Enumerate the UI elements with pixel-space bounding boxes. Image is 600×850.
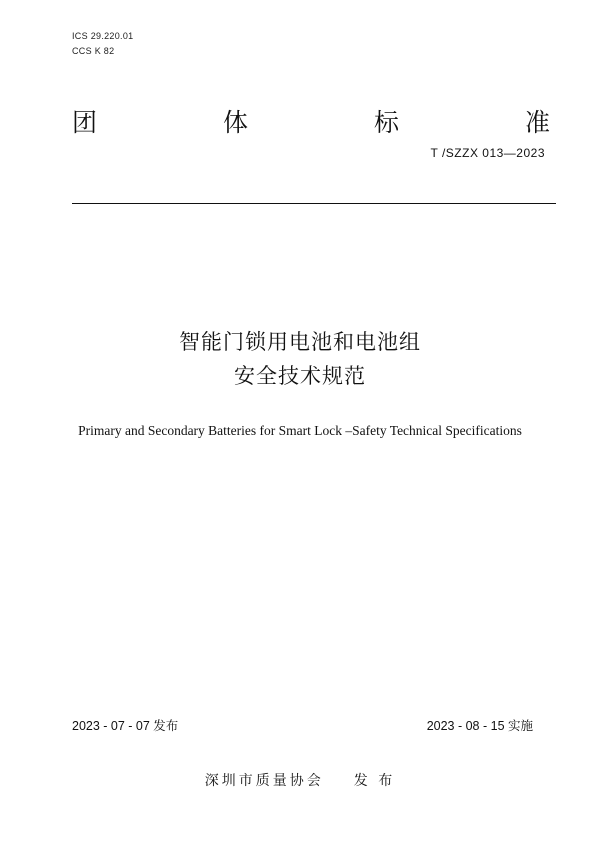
standard-type-char: 准: [524, 108, 550, 137]
implement-date: 2023 - 08 - 15 实施: [426, 719, 533, 733]
standard-type-heading: [72, 108, 550, 138]
standard-type-char: 团: [72, 108, 98, 137]
publisher-line: [0, 772, 600, 790]
title-cn-line1: 智能门锁用电池和电池组: [179, 330, 421, 354]
ics-code: ICS 29.220.01: [72, 31, 134, 41]
publisher-action: 发 布: [353, 773, 396, 789]
standard-type-char: 标: [373, 108, 399, 137]
title-en: Primary and Secondary Batteries for Smart Lock –Safety Technical Specifications: [78, 423, 522, 438]
publish-date: 2023 - 07 - 07 发布: [72, 719, 179, 733]
title-cn-line2: 安全技术规范: [234, 364, 366, 388]
publisher-org: 深圳市质量协会: [204, 773, 324, 789]
standard-number: T /SZZX 013—2023: [430, 146, 545, 160]
header-divider: [72, 203, 556, 204]
ccs-code: CCS K 82: [72, 46, 115, 56]
standard-type-char: 体: [222, 108, 248, 137]
